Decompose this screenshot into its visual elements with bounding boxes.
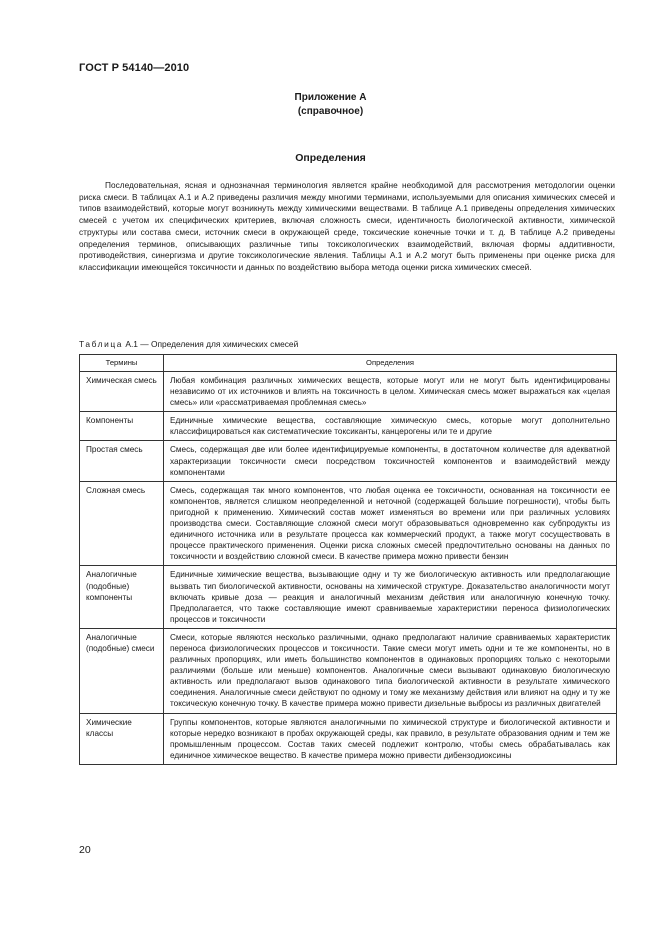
definition-cell: Смесь, содержащая так много компонентов, что любая оценка ее токсичности, основанная на токсичности ее компонентов, является слишком неопределенной и неточной (содержащей большие погрешности), чтобы быть пригодной к применению. Химический состав может изменяться во времени или при различных условиях производства смеси. Составляющие сложной смеси могут образовываться одновременно как субпродукты из единичного источника или в результате процесса как коммерческий продукт, а также могут сосуществовать в процессе практического применения. Оценки риска сложных смесей предпочтительно основаны на данных по токсичности и воздействию сложной смеси. В качестве примера можно привести бензин <box>164 481 617 566</box>
term-cell: Химическая смесь <box>80 372 164 412</box>
term-cell: Сложная смесь <box>80 481 164 566</box>
column-header-definitions: Определения <box>164 355 617 372</box>
term-cell: Простая смесь <box>80 441 164 481</box>
section-title: Определения <box>295 152 366 164</box>
definition-cell: Смеси, которые являются несколько различными, однако предполагают наличие сравниваемых характеристик переноса физиологических процессов и токсичности. Такие смеси могут иметь одни и те же компоненты, но в различных пропорциях, или иметь большинство компонентов в одинаковых пропорциях только с некоторыми различиями (больше или меньше) компонентов. Аналогичные смеси вызывают одинаковую биологическую активность или предполагают вызов одинакового типа биологической активности в результате химического соединения. Аналогичные смеси действуют по одному и тому же механизму действия или влияют на одну и ту же токсическую конечную точку. В качестве примера можно привести дизельные выбросы из различных двигателей <box>164 628 617 713</box>
annex-title: Приложение А <box>294 92 367 103</box>
annex-heading <box>0 91 661 119</box>
page-number: 20 <box>79 844 91 856</box>
table-row <box>80 372 617 412</box>
table-caption-text: А.1 — Определения для химических смесей <box>123 339 299 349</box>
annex-subtitle: (справочное) <box>297 106 364 117</box>
term-cell: Аналогичные (подобные) смеси <box>80 628 164 713</box>
term-cell: Аналогичные (подобные) компоненты <box>80 566 164 628</box>
table-row <box>80 713 617 764</box>
table-row <box>80 628 617 713</box>
intro-paragraph: Последовательная, ясная и однозначная терминология является крайне необходимой для рассмотрения методологии оценки риска смеси. В таблицах А.1 и А.2 приведены различия между многими терминами, используемыми для описания химических смесей и типов взаимодействий, которые могут возникнуть между химическими веществами. В таблице А.1 приведены определения химических смесей с учетом их специфических критериев, включая сложность смеси, идентичность биологической активности, химической структуры или состава смеси, источник смеси в окружающей среде, токсические конечные точки и т. д. В таблице А.2 приведены определения терминов, описывающих различные типы токсикологических взаимодействий, включая формы аддитивности, противодействия, синергизма и другие токсикологические явления. Таблицы А.1 и А.2 могут быть применены при оценке риска для классификации имеющейся токсичности и данных по воздействию выбора метода оценки риска химических смесей. <box>79 180 615 272</box>
term-cell: Химические классы <box>80 713 164 764</box>
definition-cell: Единичные химические вещества, составляющие химическую смесь, которые могут дополнительно классифицироваться как систематические токсиканты, канцерогены или те и другие <box>164 412 617 441</box>
table-header-row <box>80 355 617 372</box>
definition-cell: Любая комбинация различных химических веществ, которые могут или не могут быть идентифицированы независимо от их источников и влиять на токсичность в целом. Химическая смесь может выражаться как «целая смесь» или «рассматриваемая проблемная смесь» <box>164 372 617 412</box>
table-caption <box>79 339 298 349</box>
document-code: ГОСТ Р 54140—2010 <box>79 62 190 74</box>
table-row <box>80 441 617 481</box>
table-caption-label: Таблица <box>79 339 124 349</box>
term-cell: Компоненты <box>80 412 164 441</box>
column-header-terms: Термины <box>80 355 164 372</box>
table-row <box>80 412 617 441</box>
table-row <box>80 481 617 566</box>
table-row <box>80 566 617 628</box>
definition-cell: Смесь, содержащая две или более идентифицируемые компоненты, в достаточном количестве для адекватной характеризации токсичности смеси посредством токсичностей компонентов и взаимодействий между компонентами <box>164 441 617 481</box>
definition-cell: Группы компонентов, которые являются аналогичными по химической структуре и биологической активности и которые нередко возникают в пробах окружающей среды, как правило, в результате образования одним и тем же промышленным процессом. Состав таких смесей подлежит контролю, чтобы смесь обрабатывалась как единичное химическое вещество. В качестве примера можно привести дибензодиоксины <box>164 713 617 764</box>
definitions-table <box>79 354 617 765</box>
definition-cell: Единичные химические вещества, вызывающие одну и ту же биологическую активность или предполагающие вызвать тип биологической активности, основаны на химической структуре. Доказательство аналогичности могут включать кривые доза — реакция и аналогичный механизм действия или аналогичную конечную точку. Предполагается, что также составляющие имеют сравниваемые характеристики переноса физиологических процессов и токсичности <box>164 566 617 628</box>
